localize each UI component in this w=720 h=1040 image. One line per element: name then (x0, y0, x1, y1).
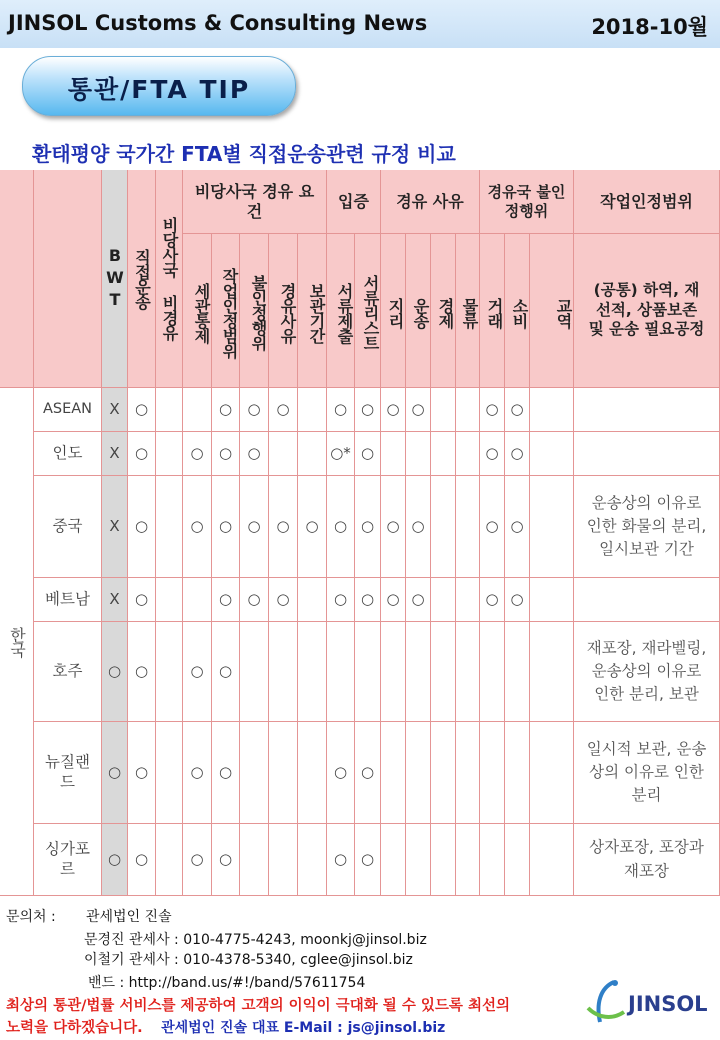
row-cell: ○ (240, 432, 269, 476)
row-cell (298, 388, 327, 432)
row-cell: ○ (505, 388, 530, 432)
row-cell: ○ (240, 476, 269, 578)
col-header-econ: 경제 (431, 234, 456, 388)
row-cell: ○ (355, 578, 381, 622)
row-cell: ○ (355, 824, 381, 896)
row-cell (327, 622, 355, 722)
row-cell: ○ (327, 578, 355, 622)
row-cell (381, 824, 406, 896)
row-cell (269, 824, 298, 896)
row-cell: ○ (381, 578, 406, 622)
row-country: 호주 (34, 622, 102, 722)
row-cell: ○ (183, 722, 212, 824)
row-cell: ○ (327, 476, 355, 578)
row-cell: X (102, 476, 128, 578)
row-cell: ○* (327, 432, 355, 476)
news-title: JINSOL Customs & Consulting News (8, 11, 428, 35)
row-cell (183, 578, 212, 622)
row-cell: ○ (327, 722, 355, 824)
row-cell (269, 722, 298, 824)
section-subtitle: 환태평양 국가간 FTA별 직접운송관련 규정 비교 (32, 142, 456, 166)
row-country: 뉴질랜드 (34, 722, 102, 824)
rep-email[interactable]: 관세법인 진솔 대표 E-Mail : js@jinsol.biz (161, 1020, 446, 1036)
row-cell (240, 824, 269, 896)
row-cell: ○ (212, 388, 240, 432)
row-cell (298, 432, 327, 476)
row-cell (431, 824, 456, 896)
col-header-customs: 세관통제 (183, 234, 212, 388)
header-blank-country (34, 170, 102, 388)
row-cell (156, 824, 183, 896)
jinsol-logo (584, 978, 718, 1028)
row-scope (574, 578, 720, 622)
row-cell: ○ (269, 388, 298, 432)
col-header-reason: 경유사유 (269, 234, 298, 388)
row-cell (431, 622, 456, 722)
row-cell (156, 388, 183, 432)
row-cell: ○ (327, 388, 355, 432)
contact-lee: 이철기 관세사 : 010-4378-5340, cglee@jinsol.biz (84, 952, 413, 968)
row-cell: ○ (128, 824, 156, 896)
row-scope: 일시적 보관, 운송상의 이유로 인한 분리 (574, 722, 720, 824)
row-country: 싱가포르 (34, 824, 102, 896)
row-cell: ○ (480, 388, 505, 432)
row-cell: ○ (183, 476, 212, 578)
group-header-scope: 작업인정범위 (574, 170, 720, 234)
row-cell: ○ (212, 824, 240, 896)
row-cell (431, 476, 456, 578)
row-cell: ○ (480, 578, 505, 622)
row-cell (530, 824, 574, 896)
korea-label: 한국 (0, 388, 34, 896)
row-cell (480, 824, 505, 896)
row-cell (156, 432, 183, 476)
row-cell (183, 388, 212, 432)
row-scope: 운송상의 이유로 인한 화물의 분리, 일시보관 기간 (574, 476, 720, 578)
row-cell: ○ (128, 476, 156, 578)
row-cell: ○ (128, 622, 156, 722)
row-cell: ○ (298, 476, 327, 578)
row-cell (456, 432, 480, 476)
row-cell: ○ (128, 722, 156, 824)
header-blank-left (0, 170, 34, 388)
group-header-reason: 경유 사유 (381, 170, 480, 234)
row-cell (381, 432, 406, 476)
row-cell: ○ (406, 578, 431, 622)
row-cell (269, 432, 298, 476)
row-cell: ○ (102, 824, 128, 896)
row-cell: X (102, 578, 128, 622)
slogan-line-2: 노력을 다하겠습니다. (6, 1020, 143, 1036)
row-cell (156, 722, 183, 824)
row-cell: ○ (355, 388, 381, 432)
col-header-logis: 물류 (456, 234, 480, 388)
tip-badge (22, 56, 296, 116)
band-link[interactable]: 밴드 : http://band.us/#!/band/57611754 (88, 975, 366, 991)
row-cell (406, 622, 431, 722)
row-cell: ○ (212, 722, 240, 824)
row-cell: ○ (505, 432, 530, 476)
row-cell (298, 578, 327, 622)
row-cell (381, 722, 406, 824)
col-header-bwt: BWT (102, 170, 128, 388)
row-cell (381, 622, 406, 722)
row-cell (269, 622, 298, 722)
row-cell: ○ (381, 476, 406, 578)
row-cell (355, 622, 381, 722)
col-header-common-scope: (공통) 하역, 재선적, 상품보존 및 운송 필요공정 (574, 234, 720, 388)
row-cell (240, 722, 269, 824)
row-country: 인도 (34, 432, 102, 476)
col-header-docsub: 서류제출 (327, 234, 355, 388)
row-cell (406, 824, 431, 896)
row-cell: ○ (128, 388, 156, 432)
row-cell (530, 622, 574, 722)
row-cell (156, 476, 183, 578)
row-cell (406, 432, 431, 476)
row-cell (480, 722, 505, 824)
row-cell (298, 722, 327, 824)
row-cell: ○ (269, 578, 298, 622)
contact-moon: 문경진 관세사 : 010-4775-4243, moonkj@jinsol.biz (84, 932, 427, 948)
row-cell (505, 722, 530, 824)
row-cell (456, 622, 480, 722)
row-cell (406, 722, 431, 824)
col-header-doclist: 서류리스트 (355, 234, 381, 388)
group-header-proof: 입증 (327, 170, 381, 234)
row-cell: ○ (505, 578, 530, 622)
row-cell: ○ (406, 476, 431, 578)
row-country: ASEAN (34, 388, 102, 432)
row-cell (298, 824, 327, 896)
row-cell (530, 432, 574, 476)
row-cell (456, 476, 480, 578)
row-scope: 상자포장, 포장과 재포장 (574, 824, 720, 896)
row-cell: ○ (212, 578, 240, 622)
row-cell: ○ (355, 722, 381, 824)
row-cell: ○ (381, 388, 406, 432)
firm-name: 관세법인 진솔 (86, 909, 172, 925)
row-cell: ○ (102, 722, 128, 824)
row-country: 베트남 (34, 578, 102, 622)
row-cell (530, 578, 574, 622)
row-scope (574, 388, 720, 432)
row-cell: X (102, 388, 128, 432)
row-cell (456, 388, 480, 432)
row-cell (456, 824, 480, 896)
logo-text: JINSOL (628, 992, 708, 1016)
row-cell: ○ (212, 622, 240, 722)
col-header-nonwork: 불인정행위 (240, 234, 269, 388)
row-cell (456, 722, 480, 824)
row-cell: ○ (480, 476, 505, 578)
col-header-workscope: 작업인정범위 (212, 234, 240, 388)
comparison-table (0, 170, 720, 896)
row-cell: ○ (327, 824, 355, 896)
row-cell: ○ (269, 476, 298, 578)
row-scope: 재포장, 재라벨링, 운송상의 이유로 인한 분리, 보관 (574, 622, 720, 722)
row-cell: ○ (128, 432, 156, 476)
news-date: 2018-10월 (591, 15, 708, 39)
footer (0, 900, 720, 1040)
row-cell: ○ (183, 622, 212, 722)
row-cell: ○ (240, 578, 269, 622)
row-cell (505, 622, 530, 722)
row-cell (156, 622, 183, 722)
row-cell (431, 432, 456, 476)
row-country: 중국 (34, 476, 102, 578)
row-cell: ○ (355, 476, 381, 578)
news-header (0, 0, 720, 48)
row-cell: ○ (505, 476, 530, 578)
row-cell: ○ (183, 824, 212, 896)
row-cell: ○ (355, 432, 381, 476)
row-cell (530, 388, 574, 432)
col-header-consume: 소비 (505, 234, 530, 388)
col-header-trade: 거래 (480, 234, 505, 388)
row-cell: X (102, 432, 128, 476)
col-header-nonparty-transit: 비당사국 비경유 (156, 170, 183, 388)
row-cell: ○ (240, 388, 269, 432)
row-cell (480, 622, 505, 722)
row-cell (156, 578, 183, 622)
row-cell: ○ (212, 432, 240, 476)
row-cell: ○ (480, 432, 505, 476)
col-header-transport: 운송 (406, 234, 431, 388)
row-cell: ○ (102, 622, 128, 722)
contact-label: 문의처 : (6, 909, 56, 925)
row-cell (431, 388, 456, 432)
row-cell: ○ (128, 578, 156, 622)
row-scope (574, 432, 720, 476)
row-cell: ○ (406, 388, 431, 432)
row-cell (298, 622, 327, 722)
col-header-exchange: 교역 (530, 234, 574, 388)
row-cell (530, 722, 574, 824)
row-cell (505, 824, 530, 896)
row-cell (530, 476, 574, 578)
col-header-geo: 지리 (381, 234, 406, 388)
row-cell (431, 578, 456, 622)
slogan-line-1: 최상의 통관/법률 서비스를 제공하여 고객의 이익이 극대화 될 수 있드록 최선의 (6, 998, 510, 1014)
jinsol-logo-icon (584, 978, 628, 1028)
row-cell: ○ (212, 476, 240, 578)
group-header-nonparty: 비당사국 경유 요건 (183, 170, 327, 234)
group-header-nonop: 경유국 불인정행위 (480, 170, 574, 234)
col-header-direct: 직접운송 (128, 170, 156, 388)
row-cell (240, 622, 269, 722)
tip-label: 통관/FTA TIP (67, 75, 251, 104)
row-cell (431, 722, 456, 824)
col-header-period: 보관기간 (298, 234, 327, 388)
row-cell: ○ (183, 432, 212, 476)
row-cell (456, 578, 480, 622)
